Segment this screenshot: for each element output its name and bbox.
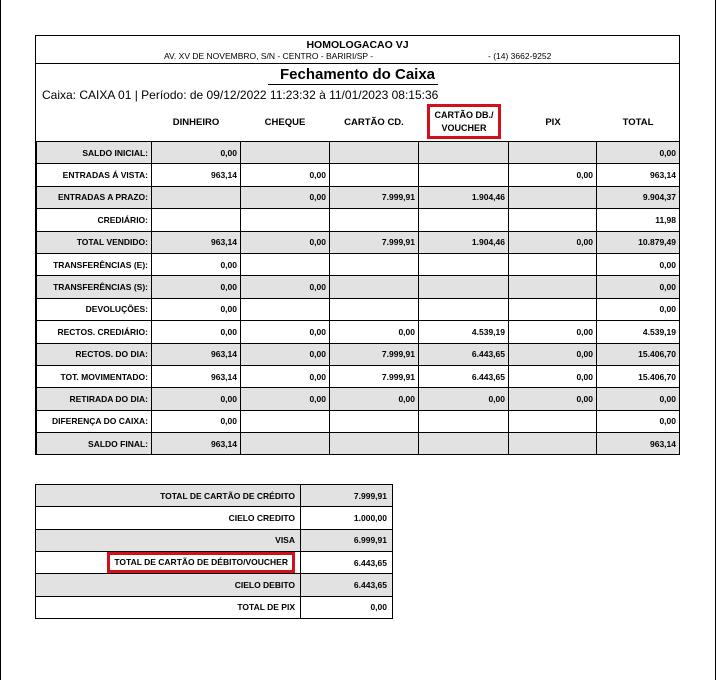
- summary-value: 6.999,91: [301, 529, 393, 551]
- cell-cheque: [241, 298, 330, 320]
- cell-dinheiro: 0,00: [152, 410, 241, 432]
- cell-cartao-cd: [330, 410, 419, 432]
- row-label: RECTOS. DO DIA:: [37, 343, 152, 365]
- summary-label: TOTAL DE CARTÃO DE CRÉDITO: [36, 485, 301, 507]
- table-row: [37, 298, 680, 320]
- cell-total: 9.904,37: [597, 186, 680, 208]
- cell-dinheiro: 0,00: [152, 298, 241, 320]
- cell-cartao-db: [419, 209, 509, 231]
- table-row: [37, 343, 680, 365]
- table-row: [37, 209, 680, 231]
- cell-dinheiro: 963,14: [152, 164, 241, 186]
- cell-total: 0,00: [597, 253, 680, 275]
- table-row: [37, 253, 680, 275]
- cell-cheque: 0,00: [241, 186, 330, 208]
- col-header-cheque: CHEQUE: [264, 117, 306, 128]
- cell-cartao-db: [419, 276, 509, 298]
- table-row: [37, 276, 680, 298]
- cell-total: 0,00: [597, 142, 680, 164]
- col-header-cartao-db-line1: CARTÃO DB./: [434, 109, 494, 120]
- cell-pix: [509, 186, 597, 208]
- cell-dinheiro: 963,14: [152, 343, 241, 365]
- title-underline: [268, 84, 438, 85]
- cell-dinheiro: 0,00: [152, 253, 241, 275]
- col-header-cartao-cd: CARTÃO CD.: [344, 117, 404, 128]
- cell-cartao-db: [419, 410, 509, 432]
- cell-total: 4.539,19: [597, 321, 680, 343]
- summary-label: [36, 551, 301, 573]
- row-label: TRANSFERÊNCIAS (E):: [37, 253, 152, 275]
- cell-total: 15.406,70: [597, 365, 680, 387]
- summary-label: CIELO DEBITO: [36, 574, 301, 596]
- cell-cheque: [241, 142, 330, 164]
- cell-pix: 0,00: [509, 321, 597, 343]
- cell-cartao-cd: [330, 142, 419, 164]
- cell-cartao-db: 1.904,46: [419, 186, 509, 208]
- summary-label: TOTAL DE PIX: [36, 596, 301, 618]
- cell-total: 0,00: [597, 276, 680, 298]
- cell-pix: [509, 276, 597, 298]
- row-label: ENTRADAS Á VISTA:: [37, 164, 152, 186]
- row-label: TOTAL VENDIDO:: [37, 231, 152, 253]
- cell-pix: 0,00: [509, 231, 597, 253]
- report-title: Fechamento do Caixa: [279, 66, 436, 83]
- cell-dinheiro: 963,14: [152, 231, 241, 253]
- cash-closing-report: [35, 35, 680, 455]
- cell-cheque: 0,00: [241, 365, 330, 387]
- cell-cartao-db: 1.904,46: [419, 231, 509, 253]
- cell-dinheiro: [152, 209, 241, 231]
- highlight-cartao-db-header: [427, 104, 501, 139]
- table-row: [37, 321, 680, 343]
- table-row: [37, 142, 680, 164]
- col-header-dinheiro: DINHEIRO: [172, 117, 220, 128]
- col-header-total: TOTAL: [622, 117, 654, 128]
- cell-cartao-db: 6.443,65: [419, 343, 509, 365]
- cell-cartao-cd: [330, 209, 419, 231]
- summary-row: [36, 574, 393, 596]
- cell-cheque: 0,00: [241, 276, 330, 298]
- cell-pix: [509, 410, 597, 432]
- table-row: [37, 433, 680, 455]
- card-summary: [35, 484, 392, 618]
- row-label: RETIRADA DO DIA:: [37, 388, 152, 410]
- cell-cartao-cd: 0,00: [330, 388, 419, 410]
- cell-dinheiro: 963,14: [152, 365, 241, 387]
- cell-total: 963,14: [597, 164, 680, 186]
- cell-cartao-db: [419, 253, 509, 275]
- row-label: TRANSFERÊNCIAS (S):: [37, 276, 152, 298]
- summary-row: [36, 596, 393, 618]
- cell-dinheiro: 963,14: [152, 433, 241, 455]
- cell-cartao-cd: [330, 253, 419, 275]
- cell-cartao-db: 0,00: [419, 388, 509, 410]
- cell-dinheiro: [152, 186, 241, 208]
- cell-cartao-cd: [330, 164, 419, 186]
- period-info: Caixa: CAIXA 01 | Período: de 09/12/2022 11:23:32 à 11/01/2023 08:15:36: [42, 88, 439, 102]
- row-label: DIFERENÇA DO CAIXA:: [37, 410, 152, 432]
- cell-pix: 0,00: [509, 388, 597, 410]
- cell-cartao-cd: 7.999,91: [330, 231, 419, 253]
- cell-pix: 0,00: [509, 343, 597, 365]
- cell-cheque: [241, 433, 330, 455]
- cell-total: 15.406,70: [597, 343, 680, 365]
- cell-cartao-cd: [330, 298, 419, 320]
- summary-label: VISA: [36, 529, 301, 551]
- row-label: RECTOS. CREDIÁRIO:: [37, 321, 152, 343]
- cell-pix: [509, 209, 597, 231]
- cell-cheque: 0,00: [241, 321, 330, 343]
- row-label: TOT. MOVIMENTADO:: [37, 365, 152, 387]
- cell-cartao-db: [419, 142, 509, 164]
- summary-value: 0,00: [301, 596, 393, 618]
- cell-cartao-cd: 7.999,91: [330, 343, 419, 365]
- cell-cartao-cd: [330, 433, 419, 455]
- summary-value: 6.443,65: [301, 574, 393, 596]
- cell-total: 0,00: [597, 298, 680, 320]
- highlight-debit-voucher-total: TOTAL DE CARTÃO DE DÉBITO/VOUCHER: [107, 552, 295, 573]
- cell-cartao-db: 6.443,65: [419, 365, 509, 387]
- cash-table: [36, 141, 680, 455]
- cell-cheque: 0,00: [241, 164, 330, 186]
- row-label: CREDIÁRIO:: [37, 209, 152, 231]
- summary-value: 7.999,91: [301, 485, 393, 507]
- cell-dinheiro: 0,00: [152, 142, 241, 164]
- cell-cartao-cd: [330, 276, 419, 298]
- summary-row: [36, 529, 393, 551]
- table-row: [37, 388, 680, 410]
- table-row: [37, 410, 680, 432]
- summary-value: 6.443,65: [301, 551, 393, 573]
- cell-cartao-db: [419, 164, 509, 186]
- summary-row: [36, 551, 393, 573]
- cell-cartao-cd: 7.999,91: [330, 365, 419, 387]
- cell-dinheiro: 0,00: [152, 388, 241, 410]
- cell-cartao-db: [419, 298, 509, 320]
- cell-cheque: 0,00: [241, 231, 330, 253]
- cell-cheque: 0,00: [241, 388, 330, 410]
- cell-cartao-cd: 0,00: [330, 321, 419, 343]
- col-header-pix: PIX: [545, 117, 561, 128]
- cell-pix: 0,00: [509, 365, 597, 387]
- cell-cartao-db: 4.539,19: [419, 321, 509, 343]
- cell-total: 11,98: [597, 209, 680, 231]
- company-address: AV. XV DE NOVEMBRO, S/N - CENTRO - BARIRI/SP -: [164, 51, 374, 61]
- cell-pix: [509, 142, 597, 164]
- cell-cheque: [241, 209, 330, 231]
- cell-pix: [509, 298, 597, 320]
- summary-value: 1.000,00: [301, 507, 393, 529]
- summary-row: [36, 485, 393, 507]
- cell-cartao-db: [419, 433, 509, 455]
- table-row: [37, 231, 680, 253]
- row-label: ENTRADAS A PRAZO:: [37, 186, 152, 208]
- summary-row: [36, 507, 393, 529]
- summary-table: [35, 484, 393, 619]
- cell-total: 963,14: [597, 433, 680, 455]
- cell-cartao-cd: 7.999,91: [330, 186, 419, 208]
- table-row: [37, 365, 680, 387]
- company-phone: - (14) 3662-9252: [488, 51, 552, 61]
- cell-pix: [509, 253, 597, 275]
- cell-cheque: 0,00: [241, 343, 330, 365]
- row-label: SALDO INICIAL:: [37, 142, 152, 164]
- cell-cheque: [241, 410, 330, 432]
- col-header-cartao-db-line2: VOUCHER: [441, 122, 487, 133]
- company-name: HOMOLOGACAO VJ: [306, 39, 409, 51]
- cell-pix: 0,00: [509, 164, 597, 186]
- cell-dinheiro: 0,00: [152, 276, 241, 298]
- table-row: [37, 164, 680, 186]
- cell-total: 0,00: [597, 410, 680, 432]
- cell-pix: [509, 433, 597, 455]
- cell-total: 10.879,49: [597, 231, 680, 253]
- table-row: [37, 186, 680, 208]
- summary-label: CIELO CREDITO: [36, 507, 301, 529]
- cell-dinheiro: 0,00: [152, 321, 241, 343]
- cell-cheque: [241, 253, 330, 275]
- cell-total: 0,00: [597, 388, 680, 410]
- row-label: SALDO FINAL:: [37, 433, 152, 455]
- company-header: [36, 36, 679, 64]
- row-label: DEVOLUÇÕES:: [37, 298, 152, 320]
